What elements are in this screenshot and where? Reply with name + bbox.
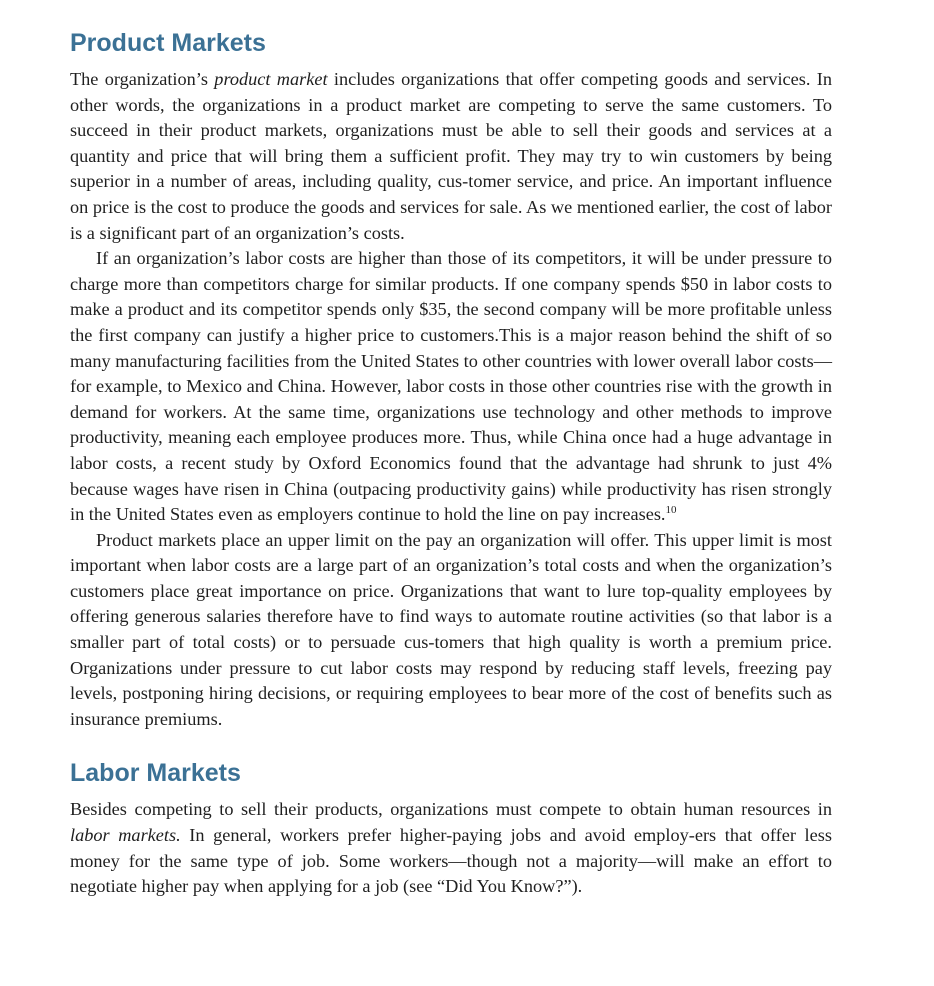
paragraph-text: If an organization’s labor costs are higher than those of its competitors, it will be under pressure to charge more than competitors charge for similar products. If one company spends $50 in labor costs to make a product and its competitor spends only $35, the second company will be more profitable unless the first company can justify a higher price to customers.This is a major reason behind the shift of so many manufacturing facilities from the United States to other countries with lower overall labor costs—for example, to Mexico and China. However, labor costs in those other countries rise with the growth in demand for workers. At the same time, organizations use technology and other methods to improve productivity, meaning each employee produces more. Thus, while China once had a huge advantage in labor costs, a recent study by Oxford Economics found that the advantage had shrunk to just 4% because wages have risen in China (outpacing productivity gains) while productivity has risen strongly in the United States even as employers continue to hold the line on pay increases.: [70, 248, 832, 525]
section-heading-labor-markets: Labor Markets: [70, 759, 241, 788]
footnote-reference: 10: [665, 504, 677, 516]
paragraph-text: includes organizations that offer competing goods and services. In other words, the organizations in a product market are competing to serve the same customers. To succeed in their product markets, organizations must be able to sell their goods and services at a quantity and price that will bring them a sufficient profit. They may try to win customers by being superior in a number of areas, including quality, cus-tomer service, and price. An important influence on price is the cost to produce the goods and services for sale. As we mentioned earlier, the cost of labor is a significant part of an organization’s costs.: [70, 69, 833, 243]
italic-term-product-market: product market: [214, 69, 328, 89]
paragraph-text: Product markets place an upper limit on the pay an organization will offer. This upper limit is most important when labor costs are a large part of an organization’s total costs and when the organization’s customers place great importance on price. Organizations that want to lure top-quality employees by offering generous salaries therefore have to find ways to automate routine activities (so that labor is a smaller part of total costs) or to persuade cus-tomers that high quality is worth a premium price. Organizations under pressure to cut labor costs may respond by reducing staff levels, freezing pay levels, postponing hiring decisions, or requiring employees to bear more of the cost of benefits such as insurance premiums.: [70, 529, 832, 729]
paragraph-product-markets-1: [70, 67, 832, 246]
paragraph-text: Besides competing to sell their products, organizations must compete to obtain human resources in: [70, 799, 832, 820]
document-page: [70, 22, 832, 900]
italic-term-labor-markets: labor markets.: [70, 825, 181, 846]
paragraph-product-markets-3: [70, 528, 832, 733]
paragraph-text: The organization’s: [70, 69, 215, 89]
paragraph-text: In general, workers prefer higher-paying jobs and avoid employ-ers that offer less money for the same type of job. Some workers—though not a majority—will make an effort to negotiate higher pay when applying for a job (see “Did You Know?”).: [70, 825, 832, 897]
paragraph-product-markets-2: [70, 246, 832, 528]
paragraph-labor-markets-1: [70, 797, 832, 899]
section-heading-product-markets: Product Markets: [70, 29, 266, 57]
